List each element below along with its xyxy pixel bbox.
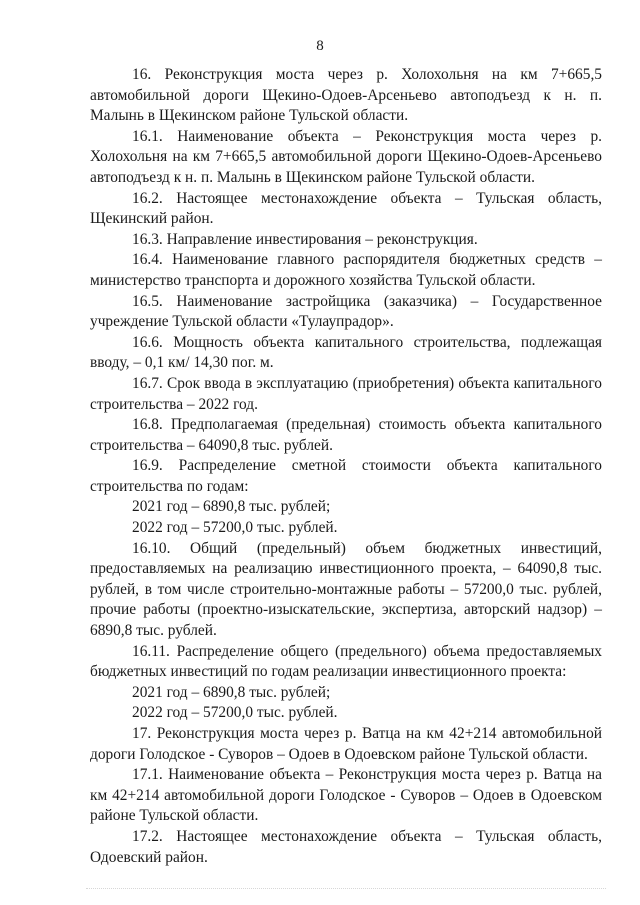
paragraph-16-3: 16.3. Направление инвестирования – реконструкция. bbox=[132, 230, 478, 248]
paragraph-17-1: 17.1. Наименование объекта – Реконструкция моста через р. Ватца на км 42+214 автомобильной дороги Голодское - Суворов – Одоев в Одоевском районе Тульской области. bbox=[90, 766, 602, 825]
paragraph-16-4: 16.4. Наименование главного распорядителя бюджетных средств – министерство транспорта и дорожного хозяйства Тульской области. bbox=[90, 251, 602, 289]
document-body bbox=[90, 65, 602, 868]
paragraph-16-9: 16.9. Распределение сметной стоимости объекта капитального строительства по годам: bbox=[90, 457, 602, 495]
paragraph-16-8: 16.8. Предполагаемая (предельная) стоимость объекта капитального строительства – 64090,8 тыс. рублей. bbox=[90, 416, 602, 454]
paragraph-16: 16. Реконструкция моста через р. Холохольня на км 7+665,5 автомобильной дороги Щекино-Одоев-Арсеньево автоподъезд к н. п. Малынь в Щекинском районе Тульской области. bbox=[90, 66, 602, 125]
paragraph-17-2: 17.2. Настоящее местонахождение объекта – Тульская область, Одоевский район. bbox=[90, 827, 602, 866]
scan-artifact-line bbox=[86, 888, 606, 893]
paragraph-16-11: 16.11. Распределение общего (предельного) объема предоставляемых бюджетных инвестиций по годам реализации инвестиционного проекта: bbox=[90, 642, 602, 681]
paragraph-16-10: 16.10. Общий (предельный) объем бюджетных инвестиций, предоставляемых на реализацию инвестиционного проекта, – 64090,8 тыс. рублей, в том числе строительно-монтажные работы – 57200,0 тыс. рублей, прочие работы (проектно-изыскательские, экспертиза, авторский надзор) – 6890,8 тыс. рублей. bbox=[90, 539, 602, 640]
year-line-2022: 2022 год – 57200,0 тыс. рублей. bbox=[132, 704, 338, 722]
page-number: 8 bbox=[316, 38, 324, 54]
paragraph-16-1: 16.1. Наименование объекта – Реконструкция моста через р. Холохольня на км 7+665,5 автомобильной дороги Щекино-Одоев-Арсеньево автоподъезд к н. п. Малынь в Щекинском районе Тульской области. bbox=[90, 127, 602, 186]
paragraph-17: 17. Реконструкция моста через р. Ватца на км 42+214 автомобильной дороги Голодское - Суворов – Одоев в Одоевском районе Тульской области. bbox=[90, 725, 602, 763]
year-line-2021: 2021 год – 6890,8 тыс. рублей; bbox=[132, 498, 331, 516]
year-line-2022: 2022 год – 57200,0 тыс. рублей. bbox=[132, 519, 338, 537]
year-line-2021: 2021 год – 6890,8 тыс. рублей; bbox=[132, 683, 331, 701]
paragraph-16-5: 16.5. Наименование застройщика (заказчика) – Государственное учреждение Тульской области «Тулаупрадор». bbox=[90, 292, 602, 331]
paragraph-16-2: 16.2. Настоящее местонахождение объекта – Тульская область, Щекинский район. bbox=[90, 189, 602, 228]
paragraph-16-7: 16.7. Срок ввода в эксплуатацию (приобретения) объекта капитального строительства – 2022 год. bbox=[90, 374, 602, 413]
paragraph-16-6: 16.6. Мощность объекта капитального строительства, подлежащая вводу, – 0,1 км/ 14,30 пог. м. bbox=[90, 333, 602, 372]
